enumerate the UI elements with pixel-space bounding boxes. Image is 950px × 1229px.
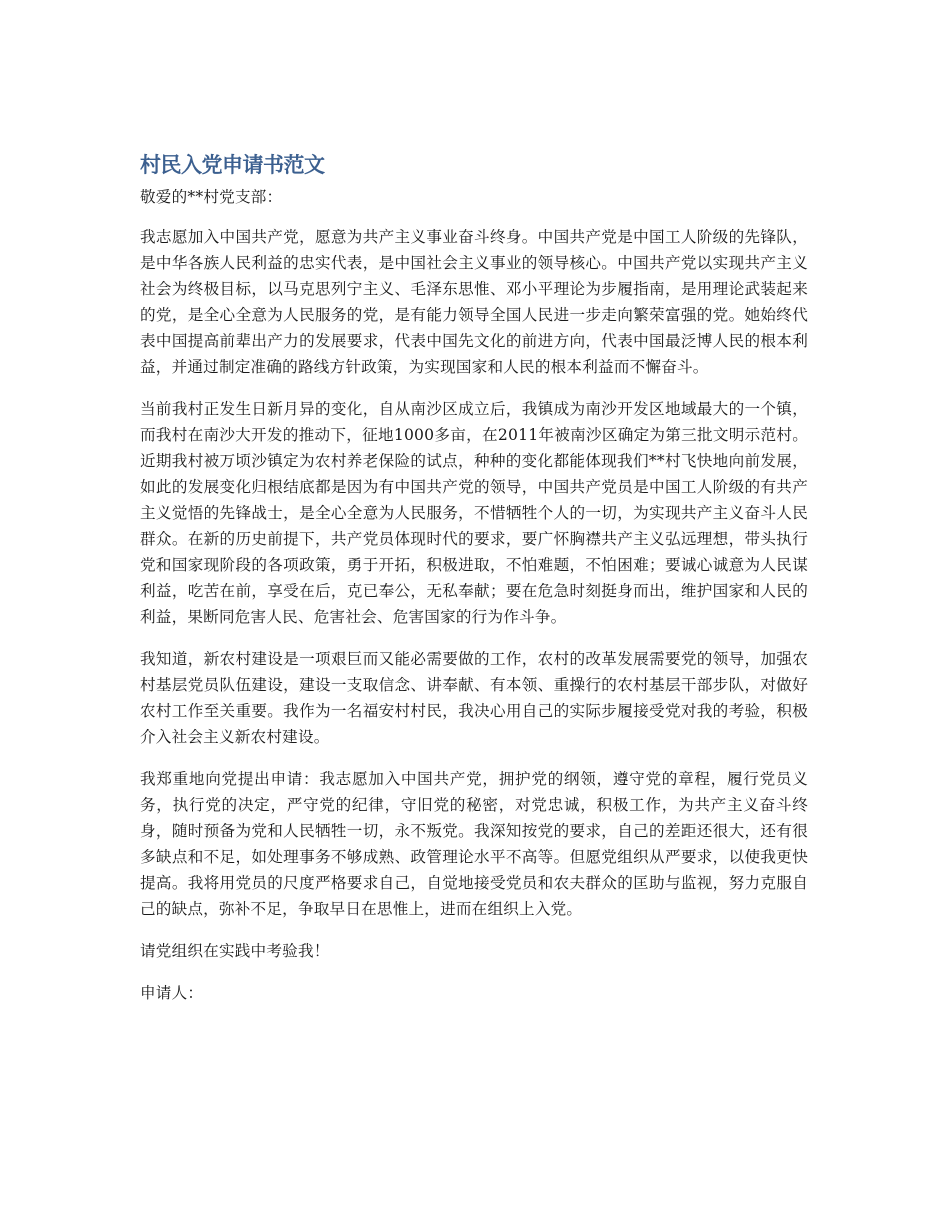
paragraph-request: 请党组织在实践中考验我！ — [140, 942, 330, 960]
paragraph-village-development: 当前我村正发生日新月异的变化，自从南沙区成立后，我镇成为南沙开发区地域最大的一个镇，而我村在南沙大开发的推动下，征地1000多亩，在2011年被南沙区确定为第三批文明示范村。近期我村被万顷沙镇定为农村养老保险的试点，种种的变化都能体现我们**村飞快地向前发展，如此的发展变化归根结底都是因为有中国共产党的领导，中国共产党员是中国工人阶级的有共产主义觉悟的先锋战士，是全心全意为人民服务，不惜牺牲个人的一切，为实现共产主义奋斗人民群众。在新的历史前提下，共产党员体现时代的要求，要广怀胸襟共产主义弘远理想，带头执行党和国家现阶段的各项政策，勇于开拓，积极进取，不怕难题，不怕困难；要诚心诚意为人民谋利益，吃苦在前，享受在后，克已奉公，无私奉献；要在危急时刻挺身而出，维护国家和人民的利益，果断同危害人民、危害社会、危害国家的行为作斗争。 — [140, 400, 808, 626]
document-page — [140, 150, 808, 1022]
document-title: 村民入党申请书范文 — [140, 153, 325, 177]
salutation: 敬爱的**村党支部： — [140, 188, 283, 206]
paragraph-application: 我郑重地向党提出申请：我志愿加入中国共产党，拥护党的纲领，遵守党的章程，履行党员义务，执行党的决定，严守党的纪律，守旧党的秘密，对党忠诚，积极工作，为共产主义奋斗终身，随时预备为党和人民牺牲一切，永不叛党。我深知按党的要求，自己的差距还很大，还有很多缺点和不足，如处理事务不够成熟、政管理论水平不高等。但愿党组织从严要求，以使我更快提高。我将用党员的尺度严格要求自己，自觉地接受党员和农夫群众的匡助与监视，努力克服自己的缺点，弥补不足，争取早日在思惟上，进而在组织上入党。 — [140, 770, 808, 918]
paragraph-intro: 我志愿加入中国共产党，愿意为共产主义事业奋斗终身。中国共产党是中国工人阶级的先锋队，是中华各族人民利益的忠实代表，是中国社会主义事业的领导核心。中国共产党以实现共产主义社会为终极目标，以马克思列宁主义、毛泽东思惟、邓小平理论为步履指南，是用理论武装起来的党，是全心全意为人民服务的党，是有能力领导全国人民进一步走向繁荣富强的党。她始终代表中国提高前辈出产力的发展要求，代表中国先文化的前进方向，代表中国最泛博人民的根本利益，并通过制定准确的路线方针政策，为实现国家和人民的根本利益而不懈奋斗。 — [140, 228, 808, 376]
paragraph-rural-construction: 我知道，新农村建设是一项艰巨而又能必需要做的工作，农村的改革发展需要党的领导，加强农村基层党员队伍建设，建设一支取信念、讲奉献、有本领、重操行的农村基层干部步队，对做好农村工作至关重要。我作为一名福安村村民，我决心用自己的实际步履接受党对我的考验，积极介入社会主义新农村建设。 — [140, 650, 808, 746]
applicant-signature-line: 申请人： — [140, 984, 204, 1002]
